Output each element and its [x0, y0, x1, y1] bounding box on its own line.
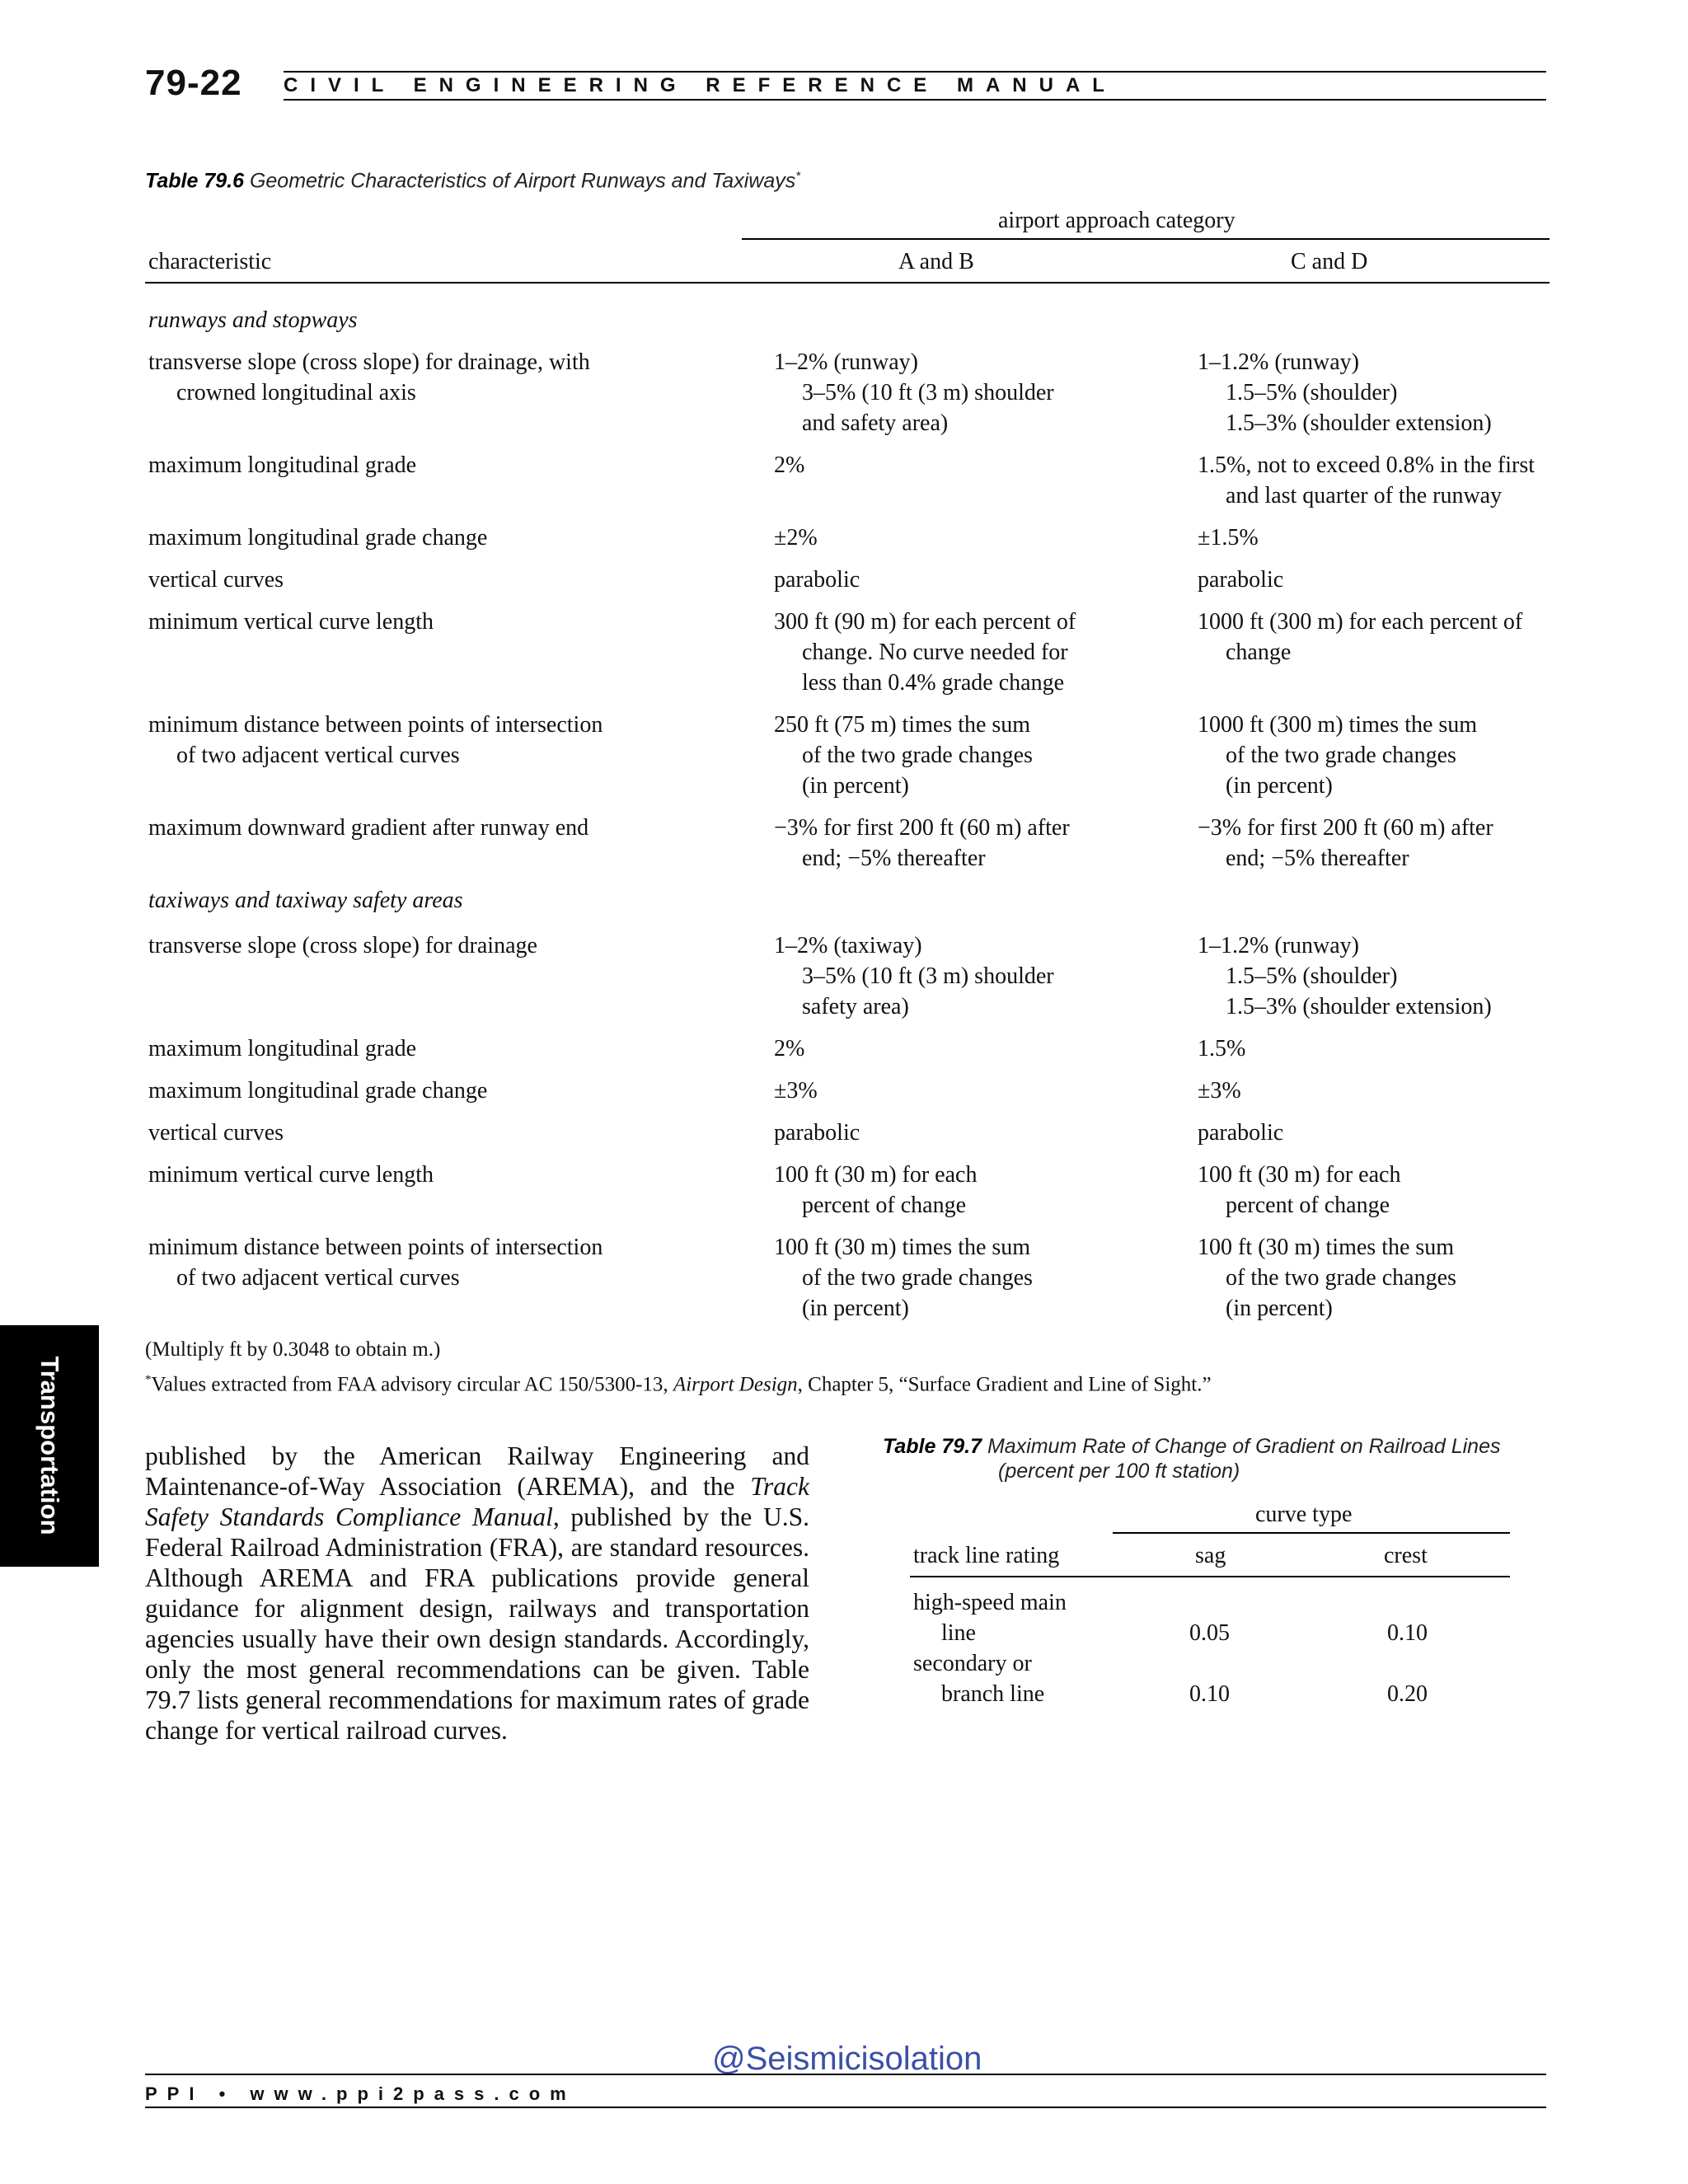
table6-notes — [145, 1335, 1212, 1399]
table6-cell-ab: 100 ft (30 m) times the sum of the two grade changes (in percent) — [774, 1235, 1033, 1321]
table6-cell-ab: 250 ft (75 m) times the sum of the two grade changes (in percent) — [774, 712, 1033, 799]
table6-caption — [145, 169, 800, 193]
table6-cell-ab: parabolic — [774, 1120, 860, 1146]
table7-group-rule — [1113, 1532, 1510, 1534]
table6-cell-ab: 1–2% (taxiway) 3–5% (10 ft (3 m) shoulder safety area) — [774, 933, 1054, 1019]
table6-group-rule — [742, 238, 1550, 240]
table6-cell-ab: −3% for first 200 ft (60 m) after end; −5% thereafter — [774, 815, 1070, 871]
table6-cell-ab: ±3% — [774, 1078, 818, 1104]
table7-caption — [883, 1434, 1500, 1460]
table7-title-line2: (percent per 100 ft station) — [998, 1460, 1240, 1483]
table6-body — [148, 293, 1550, 1324]
table6-section-label: runways and stopways — [148, 307, 358, 333]
table6-cell-ab: ±2% — [774, 525, 818, 551]
table7-col-crest: crest — [1384, 1543, 1428, 1568]
table6-cell-cd: 1–1.2% (runway) 1.5–5% (shoulder) 1.5–3% (shoulder extension) — [1198, 933, 1492, 1019]
body-paragraph: published by the American Railway Engineering and Maintenance-of-Way Association (AREMA), and the Track Safety Standards Compliance Manual, published by the U.S. Federal Railroad Administration (FRA), are standard resources. Although AREMA and FRA publications provide general guidance for alignment design, railways and transportation agencies usually have their own design standards. Accordingly, only the most general recommendations can be given. Table 79.7 lists general recommendations for maximum rates of grade change for vertical railroad curves. — [145, 1441, 809, 1745]
table6-cell-ab: 2% — [774, 1036, 805, 1062]
section-side-tab — [0, 1325, 99, 1567]
table6-cell-cd: 1000 ft (300 m) for each percent of change — [1198, 609, 1523, 665]
table6-cell-cd: ±1.5% — [1198, 525, 1259, 551]
table6-cell-characteristic: transverse slope (cross slope) for drainage, with crowned longitudinal axis — [148, 349, 590, 405]
table7-group-header: curve type — [1255, 1502, 1353, 1527]
table6-note: (Multiply ft by 0.3048 to obtain m.) — [145, 1338, 441, 1361]
table7-row2-rating-line2: branch line — [941, 1681, 1045, 1707]
table6-cell-cd: −3% for first 200 ft (60 m) after end; −5% thereafter — [1198, 815, 1493, 871]
table6-cell-characteristic: vertical curves — [148, 567, 284, 593]
table6-cell-cd: 1.5%, not to exceed 0.8% in the first and last quarter of the runway — [1198, 452, 1536, 509]
side-tab-label: Transportation — [35, 1356, 64, 1535]
table6-col-cd: C and D — [1291, 249, 1368, 274]
table7-row2-sag: 0.10 — [1189, 1681, 1230, 1707]
table6-row — [148, 1118, 1550, 1148]
table6-row — [148, 565, 1550, 595]
table6-cell-cd: 100 ft (30 m) for each percent of change — [1198, 1162, 1401, 1218]
page-number: 79-22 — [145, 63, 242, 103]
table6-cell-characteristic: vertical curves — [148, 1120, 284, 1146]
table6-cell-cd: 1000 ft (300 m) times the sum of the two grade changes (in percent) — [1198, 712, 1478, 799]
table6-row — [148, 523, 1550, 553]
table6-cell-characteristic: maximum longitudinal grade change — [148, 525, 488, 551]
table6-label: Table 79.6 — [145, 169, 244, 193]
table7-row2-crest: 0.20 — [1387, 1681, 1428, 1707]
table6-cell-ab: 100 ft (30 m) for each percent of change — [774, 1162, 978, 1218]
body-italic-title: Track Safety Standards Compliance Manual — [145, 1472, 809, 1531]
table6-cell-ab: parabolic — [774, 567, 860, 593]
table6-row — [148, 1232, 1550, 1324]
table6-col-characteristic: characteristic — [148, 249, 272, 274]
table6-title-mark: * — [795, 169, 801, 183]
table7-title-line1: Maximum Rate of Change of Gradient on Railroad Lines — [987, 1435, 1501, 1458]
table6-cell-characteristic: maximum longitudinal grade change — [148, 1078, 488, 1104]
table6-cell-characteristic: minimum vertical curve length — [148, 1162, 434, 1188]
table6-cell-characteristic: transverse slope (cross slope) for drainage — [148, 933, 537, 958]
table6-cell-characteristic: minimum vertical curve length — [148, 609, 434, 635]
table6-row — [148, 347, 1550, 438]
watermark-text: @Seismicisolation — [712, 2041, 982, 2077]
table6-section-heading — [148, 305, 1550, 335]
table6-cell-cd: 1.5% — [1198, 1036, 1246, 1062]
table6-cell-cd: 100 ft (30 m) times the sum of the two grade changes (in percent) — [1198, 1235, 1456, 1321]
table6-col-ab: A and B — [898, 249, 974, 274]
table6-header-rule — [145, 282, 1550, 284]
header-rule-bottom — [284, 99, 1546, 101]
table6-row — [148, 930, 1550, 1022]
footer-rule-top — [145, 2074, 1546, 2075]
table6-cell-characteristic: maximum longitudinal grade — [148, 452, 417, 478]
table6-row — [148, 450, 1550, 511]
table7-header-rule — [910, 1576, 1510, 1577]
table7-row1-crest: 0.10 — [1387, 1620, 1428, 1646]
table6-group-header: airport approach category — [998, 208, 1236, 233]
table6-row — [148, 710, 1550, 801]
table6-row — [148, 607, 1550, 698]
table6-row — [148, 1033, 1550, 1064]
table6-footnote: *Values extracted from FAA advisory circular AC 150/5300-13, Airport Design, Chapter 5, “Surface Gradient and Line of Sight.” — [145, 1373, 1212, 1396]
table6-cell-cd: parabolic — [1198, 1120, 1284, 1146]
table6-row — [148, 1160, 1550, 1221]
table7-row1-rating-line1: high-speed main — [913, 1590, 1067, 1615]
table6-cell-ab: 1–2% (runway) 3–5% (10 ft (3 m) shoulder and safety area) — [774, 349, 1054, 436]
footer-rule-bottom — [145, 2107, 1546, 2108]
table7-row1-sag: 0.05 — [1189, 1620, 1230, 1646]
table6-cell-ab: 2% — [774, 452, 805, 478]
table7-label: Table 79.7 — [883, 1435, 982, 1458]
table6-cell-cd: 1–1.2% (runway) 1.5–5% (shoulder) 1.5–3% (shoulder extension) — [1198, 349, 1492, 436]
table6-cell-characteristic: minimum distance between points of intersection of two adjacent vertical curves — [148, 1235, 603, 1291]
table7-row1-rating-line2: line — [941, 1620, 976, 1646]
footer-text: PPI • www.ppi2pass.com — [145, 2083, 576, 2104]
table6-row — [148, 813, 1550, 874]
table7-col-sag: sag — [1195, 1543, 1226, 1568]
table7-row2-rating-line1: secondary or — [913, 1651, 1032, 1676]
table7-col-rating: track line rating — [913, 1543, 1060, 1568]
table6-cell-cd: parabolic — [1198, 567, 1284, 593]
table6-row — [148, 1076, 1550, 1106]
table6-cell-ab: 300 ft (90 m) for each percent of change. No curve needed for less than 0.4% grade change — [774, 609, 1076, 696]
table6-title: Geometric Characteristics of Airport Runways and Taxiways — [249, 169, 796, 193]
table6-cell-cd: ±3% — [1198, 1078, 1241, 1104]
table6-section-label: taxiways and taxiway safety areas — [148, 888, 463, 913]
header-rule-top — [284, 71, 1546, 73]
table6-cell-characteristic: maximum downward gradient after runway end — [148, 815, 589, 841]
page-header — [145, 59, 1546, 107]
manual-title: CIVIL ENGINEERING REFERENCE MANUAL — [284, 74, 1117, 96]
table6-cell-characteristic: maximum longitudinal grade — [148, 1036, 417, 1062]
table6-section-heading — [148, 885, 1550, 916]
table6-cell-characteristic: minimum distance between points of intersection of two adjacent vertical curves — [148, 712, 603, 768]
